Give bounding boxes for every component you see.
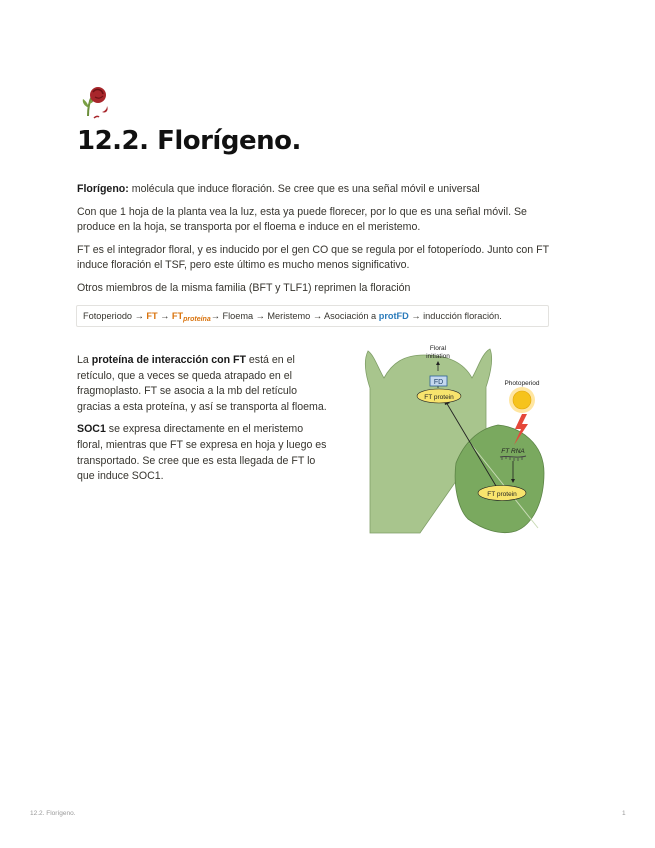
page-number: 1 [622,810,626,817]
label-initiation: initiation [426,353,450,360]
paragraph-other-members: Otros miembros de la misma familia (BFT y TLF1) reprimen la floración [77,282,411,294]
paragraph-ft-integrator: FT es el integrador floral, y es inducido por el gen CO que se regula por el fotoperíodo. Junto con FT induce floración el TSF, pero este último es mucho menos significativo. [77,244,549,271]
pathway-step: → [157,311,172,321]
pathway-step: Fotoperiodo → [83,311,147,321]
paragraph-interaction-protein: La proteína de interacción con FT está en el retículo, que a veces se queda atrapado en el fragmoplasto. FT se asocia a la mb del retículo gracias a esta proteína, y así se transporta al floema. [77,354,327,413]
definition-paragraph [77,182,557,197]
pathway-step: → Floema → Meristemo → Asociación a [210,311,379,321]
florigen-diagram [360,343,550,536]
paragraph-mobile-signal: Con que 1 hoja de la planta vea la luz, esta ya puede florecer, por lo que es una señal móvil. Se produce en la hoja, se transporta por el floema e induce en el meristemo. [77,206,527,233]
sun-icon [513,391,531,409]
label-floral: Floral [429,345,447,352]
label-photoperiod: Photoperiod [504,380,540,387]
pathway-step: → inducción floración. [408,311,502,321]
definition-term: Florígeno: [77,183,129,195]
pathway-callout [76,305,549,327]
wilted-rose-icon [76,82,116,122]
label-fd: FD [433,379,444,386]
left-column [77,353,327,492]
definition-text: molécula que induce floración. Se cree que es una señal móvil e universal [128,183,480,195]
pathway-ft-protein: $FT_{proteína}$ [171,311,211,323]
pathway-protfd: protFD [378,311,409,321]
footer-title: 12.2. Florígeno. [30,810,76,817]
paragraph-soc1: SOC1 se expresa directamente en el meristemo floral, mientras que FT se expresa en hoja y luego es transportado. Se cree que es esta llegada de FT lo que induce SOC1. [77,423,327,483]
label-ft-protein-top: FT protein [424,394,454,401]
page-title: 12.2. Florígeno. [77,126,301,156]
pathway-ft: FT [146,311,158,321]
label-ft-protein-leaf: FT protein [487,491,517,498]
label-ft-rna: FT RNA [501,448,525,455]
